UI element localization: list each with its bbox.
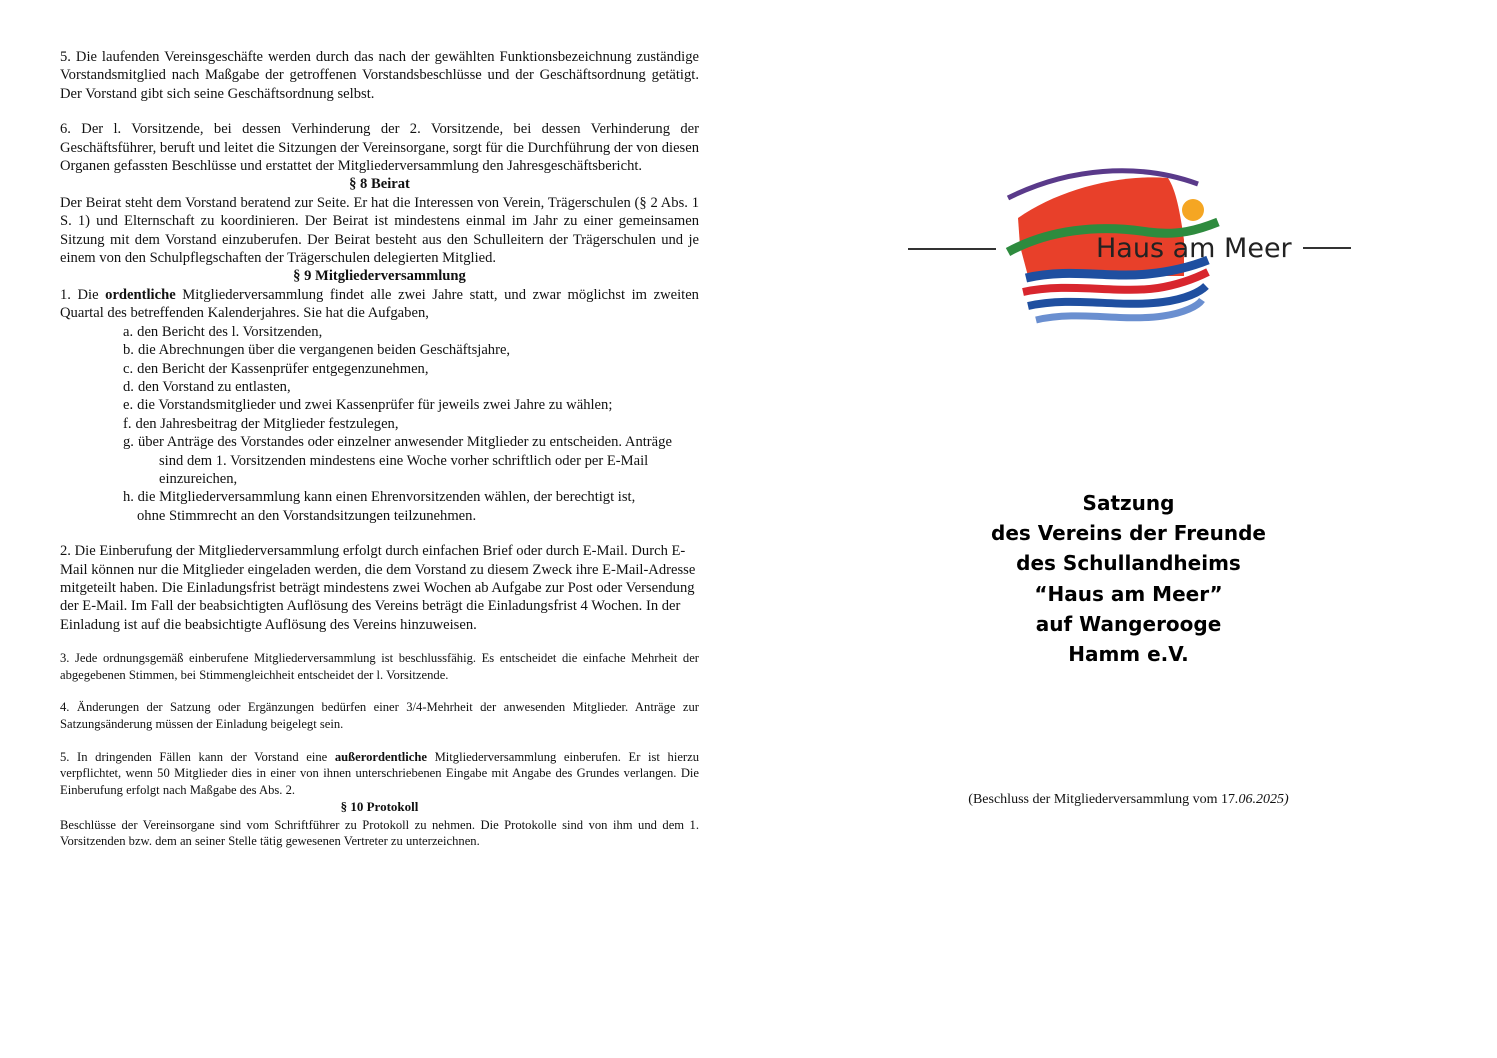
section-9-paragraph-1: 1. Die ordentliche Mitgliederversammlung findet alle zwei Jahre statt, und zwar möglichst im zweiten Quartal des betreffenden Kalenderjahres. Sie hat die Aufgaben, [60,286,699,322]
bold-ausserordentliche: außerordentliche [334,749,427,764]
title-line: “Haus am Meer” [1034,581,1223,606]
logo-sun [1182,199,1204,221]
list-item: e. die Vorstandsmitglieder und zwei Kassenprüfer für jeweils zwei Jahre zu wählen; [123,397,613,414]
title-line: Hamm e.V. [1068,642,1189,667]
list-item: b. die Abrechnungen über die vergangenen beiden Geschäftsjahre, [123,342,511,359]
section-9-paragraph-4: 4. Änderungen der Satzung oder Ergänzungen bedürfen einer 3/4-Mehrheit der anwesenden Mitglieder. Anträge zur Satzungsänderung müssen der Einladung beigelegt sein. [60,700,699,731]
list-item: d. den Vorstand zu entlasten, [123,378,291,395]
list-item-continuation: sind dem 1. Vorsitzenden mindestens eine Woche vorher schriftlich oder per E-Mail einzureichen, [159,452,649,487]
section-9-paragraph-3: 3. Jede ordnungsgemäß einberufene Mitgliederversammlung ist beschlussfähig. Es entscheidet die einfache Mehrheit der abgegebenen Stimmen, bei Stimmengleichheit entscheidet der l. Vorsitzende. [60,651,699,682]
document-title [760,488,1497,669]
task-list [60,323,699,525]
list-item-continuation: ohne Stimmrecht an den Vorstandsitzungen teilzunehmen. [137,507,477,524]
section-10-heading: § 10 Protokoll [340,799,419,815]
bold-ordentliche: ordentliche [105,286,176,303]
decision-note: (Beschluss der Mitgliederversammlung vom 17.06.2025) [968,792,1289,807]
list-item: g. über Anträge des Vorstandes oder einzelner anwesender Mitglieder zu entscheiden. Anträge [123,434,672,451]
title-line: auf Wangerooge [1035,611,1222,636]
paragraph-7-6: 6. Der l. Vorsitzende, bei dessen Verhinderung der 2. Vorsitzende, bei dessen Verhinderung der Geschäftsführer, beruft und leitet die Sitzungen der Vereinsorgane, sorgt für die Durchführung der von diesen Organen gefassten Beschlüsse und erstattet der Mitgliederversammlung den Jahresgeschäftsbericht. [60,121,699,175]
right-column [760,0,1497,1058]
paragraph-7-5: 5. Die laufenden Vereinsgeschäfte werden durch das nach der gewählten Funktionsbezeichnung zuständige Vorstandsmitglied nach Maßgabe der getroffenen Vorstandsbeschlüsse und der Geschäftsordnung getätigt. Der Vorstand gibt sich seine Geschäftsordnung selbst. [60,49,699,102]
section-9-paragraph-2: 2. Die Einberufung der Mitgliederversammlung erfolgt durch einfachen Brief oder durch E-Mail. Durch E-Mail können nur die Mitglieder eingeladen werden, die dem Vorstand zu diesem Zweck ihre E-Mail-Adresse mitgeteilt haben. Die Einladungsfrist beträgt mindestens zwei Wochen ab Aufgabe zur Post oder Versendung der E-Mail. Im Fall der beabsichtigten Auflösung des Vereins beträgt die Einladungsfrist 4 Wochen. In der Einladung ist auf die beabsichtigte Auflösung des Vereins hinzuweisen. [60,543,696,633]
title-line: des Schullandheims [1016,551,1241,576]
logo-text: Haus am Meer [1096,233,1292,264]
section-9-heading: § 9 Mitgliederversammlung [293,268,466,285]
section-9-paragraph-5: 5. In dringenden Fällen kann der Vorstand eine außerordentliche Mitgliederversammlung einberufen. Er ist hierzu verpflichtet, wenn 50 Mitglieder dies in einer von ihnen unterschriebenen Eingabe mit Angabe des Grundes verlangen. Die Einberufung erfolgt nach Maßgabe des Abs. 2. [60,749,699,797]
list-item: h. die Mitgliederversammlung kann einen Ehrenvorsitzenden wählen, der berechtigt ist, [123,489,636,506]
title-line: Satzung [1082,491,1175,515]
title-line: des Vereins der Freunde [991,521,1266,546]
list-item: a. den Bericht des l. Vorsitzenden, [123,323,323,340]
section-10-text: Beschlüsse der Vereinsorgane sind vom Schriftführer zu Protokoll zu nehmen. Die Protokolle sind von ihm und dem 1. Vorsitzenden bzw. dem an seiner Stelle tätig gewesenen Vertreter zu unterzeichnen. [60,817,699,849]
section-8-text: Der Beirat steht dem Vorstand beratend zur Seite. Er hat die Interessen von Verein, Trägerschulen (§ 2 Abs. 1 S. 1) und Elternschaft zu koordinieren. Der Beirat ist mindestens einmal im Jahr zu einer gemeinsamen Sitzung mit dem Vorstand einzuberufen. Der Beirat besteht aus den Schulleitern der Trägerschulen und je einem von den Schulpflegschaften der Trägerschulen delegierten Mitglied. [60,194,699,267]
list-item: c. den Bericht der Kassenprüfer entgegenzunehmen, [123,360,429,377]
haus-am-meer-logo [908,160,1353,332]
left-column [60,48,699,850]
list-item: f. den Jahresbeitrag der Mitglieder festzulegen, [123,415,399,432]
section-8-heading: § 8 Beirat [349,176,410,193]
